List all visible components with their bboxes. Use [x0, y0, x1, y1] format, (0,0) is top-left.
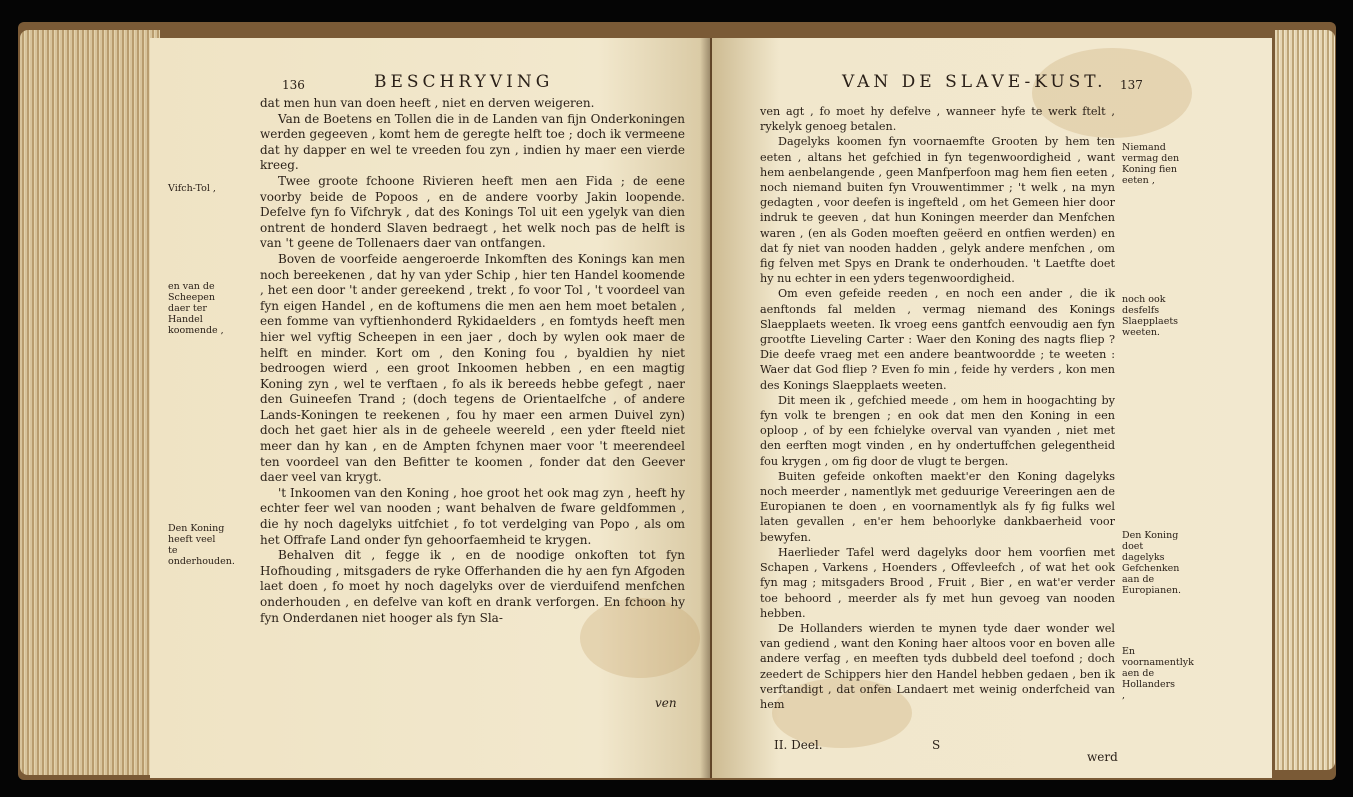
left-page-number: 136 [282, 78, 305, 92]
paragraph: Van de Boetens en Tollen die in de Landen van fijn Onderkoningen werden gegeeven , komt hem de geregte helft toe ; doch ik vermeene dat hy dapper en wel te vreeden fou zyn , indien hy maer een vierde kreeg. [260, 111, 685, 173]
right-page-number: 137 [1120, 78, 1143, 92]
left-margin-note-2: en van de Scheepen daer ter Handel koomende , [168, 281, 224, 336]
paragraph: Dit meen ik , gefchied meede , om hem in hoogachting by fyn volk te brengen ; en ook dat men den Koning in een oploop , of by een fchielyke overval van vyanden , niet met den eerften mogt vinden , en hy ondertuffchen gelegentheid fou krygen , om fig door de vlugt te bergen. [760, 393, 1115, 468]
paragraph: 't Inkoomen van den Koning , hoe groot het ook mag zyn , heeft hy echter feer wel van nooden ; want behalven de fware geldfommen , die hy noch dagelyks uitfchiet , fo tot verdelging van Popo , als om het Offrafe Land onder fyn gehoorfaemheid te krygen. [260, 485, 685, 547]
right-margin-note-1: Niemand vermag den Koning fien eeten , [1122, 142, 1180, 186]
paragraph: Boven de voorfeide aengeroerde Inkomften des Konings kan men noch bereekenen , dat hy van yder Schip , hier ten Handel koomende , het een door 't ander gereekend , trekt , fo voor Tol , 't voordeel van fyn eigen Handel , en de koftumens die men aen hem moet betalen , een fomme van vyftienhonderd Rykidaelders , en fomtyds heeft men hier wel vyftig Scheepen in een jaer , doch by wylen ook maer de helft en minder. Kort om , den Koning fou , byaldien hy niet bedroogen wierd , een groot Inkoomen hebben , en een magtig Koning zyn , wel te verftaen , fo als ik bereeds hebbe gefegt , naer den Guineefen Trand ; (doch tegens de Orientaelfche , of andere Lands-Koningen te reekenen , fou hy maer een armen Duivel zyn) doch het gaet hier als in de geheele weereld , een yder fteeld niet meer dan hy kan , en de Ampten fchynen maer voor 't meerendeel ten voordeel van den Befitter te koomen , fonder dat den Geever daer veel van krygt. [260, 251, 685, 485]
left-catchword: ven [655, 696, 677, 710]
right-margin-note-2: noch ook desfelfs Slaepplaets weeten. [1122, 294, 1179, 338]
right-catchword: werd [1087, 750, 1118, 764]
signature-mark: S [932, 738, 941, 752]
left-running-header: BESCHRYVING [374, 72, 554, 92]
right-margin-note-3: Den Koning doet dagelyks Gefchenken aan de Europianen. [1122, 530, 1181, 596]
paragraph: Om even gefeide reeden , en noch een ander , die ik aenftonds fal melden , vermag niemand des Konings Slaepplaets weeten. Ik vroeg eens gantfch eenvoudig aen fyn grootfte Lieveling Carter : Waer den Koning des nagts fliep ? Die deefe vraeg met een andere beantwoordde ; te weeten : Waer dat God fliep ? Even fo min , feide hy verders , kon men des Konings Slaepplaets weeten. [760, 287, 1115, 392]
right-margin-note-4: En voornamentlyk aen de Hollanders , [1122, 646, 1194, 701]
right-page [712, 38, 1272, 778]
left-page-edges [20, 30, 160, 775]
right-page-edges [1275, 30, 1335, 770]
paragraph: dat men hun van doen heeft , niet en derven weigeren. [260, 96, 595, 110]
paragraph: Buiten gefeide onkoften maekt'er den Koning dagelyks noch meerder , namentlyk met geduurige Vereeringen aen de Europianen te doen , en voornamentlyk als fy fig fulks wel laten gevallen , en'er hem behoorlyke dankbaerheid voor bewyfen. [760, 469, 1115, 544]
right-body-text [760, 104, 1115, 712]
left-body-text [260, 96, 685, 626]
paragraph: De Hollanders wierden te mynen tyde daer wonder wel van gediend , want den Koning haer altoos voor en boven alle andere verfag , en meeften tyds dubbeld deel toefond ; doch zeedert de Schippers hier den Handel hebben gedaen , ben ik verftandigt , dat onfen Landaert met weinig onderfcheid van hem [760, 621, 1115, 711]
left-margin-note-1: Vifch-Tol , [168, 183, 216, 194]
paragraph: ven agt , fo moet hy defelve , wanneer hyfe te werk ftelt , rykelyk genoeg betalen. [760, 105, 1115, 134]
signature-label: II. Deel. [774, 738, 823, 752]
paragraph: Dagelyks koomen fyn voornaemfte Grooten by hem ten eeten , altans het gefchied in fyn tegenwoordigheid , want hem aenbelangende , geen Manfperfoon mag hem fien eeten , noch niemand buiten fyn Vrouwentimmer ; 't welk , na myn gedagten , voor deefen is ingefteld , om het Gemeen hier door indruk te geeven , dat hun Koningen meerder dan Menfchen waren , (en als Goden moeften geëerd en ontfien werden) en dat fy niet van nooden hadden , gelyk andere menfchen , om fig felven met Spys en Drank te onderhouden. 't Laetfte doet hy nu echter in een yders tegenwoordigheid. [760, 135, 1115, 286]
paragraph: Twee groote fchoone Rivieren heeft men aen Fida ; de eene voorby beide de Popoos , en de andere voorby Jakin loopende. Defelve fyn fo Vifchryk , dat des Konings Tol uit een ygelyk van dien ontrent de honderd Slaven bedraegt , het welk noch pas de helft is van 't geene de Tollenaers daer van ontfangen. [260, 173, 685, 251]
right-running-header: VAN DE SLAVE-KUST. [842, 72, 1107, 92]
paragraph: Haerlieder Tafel werd dagelyks door hem voorfien met Schapen , Varkens , Hoenders , Offevleefch , of wat het ook fyn mag ; mitsgaders Brood , Fruit , Bier , en wat'er verder toe behoord , meerder als fy met hun gevoeg van nooden hebben. [760, 545, 1115, 620]
paragraph: Behalven dit , fegge ik , en de noodige onkoften tot fyn Hofhouding , mitsgaders de ryke Offerhanden die hy aen fyn Afgoden laet doen , fo moet hy noch dagelyks over de vierduifend menfchen onderhouden , en defelve van koft en drank verforgen. En fchoon hy fyn Onderdanen niet hooger als fyn Sla- [260, 548, 685, 625]
left-page [150, 38, 710, 778]
left-margin-note-3: Den Koning heeft veel te onderhouden. [168, 523, 235, 567]
